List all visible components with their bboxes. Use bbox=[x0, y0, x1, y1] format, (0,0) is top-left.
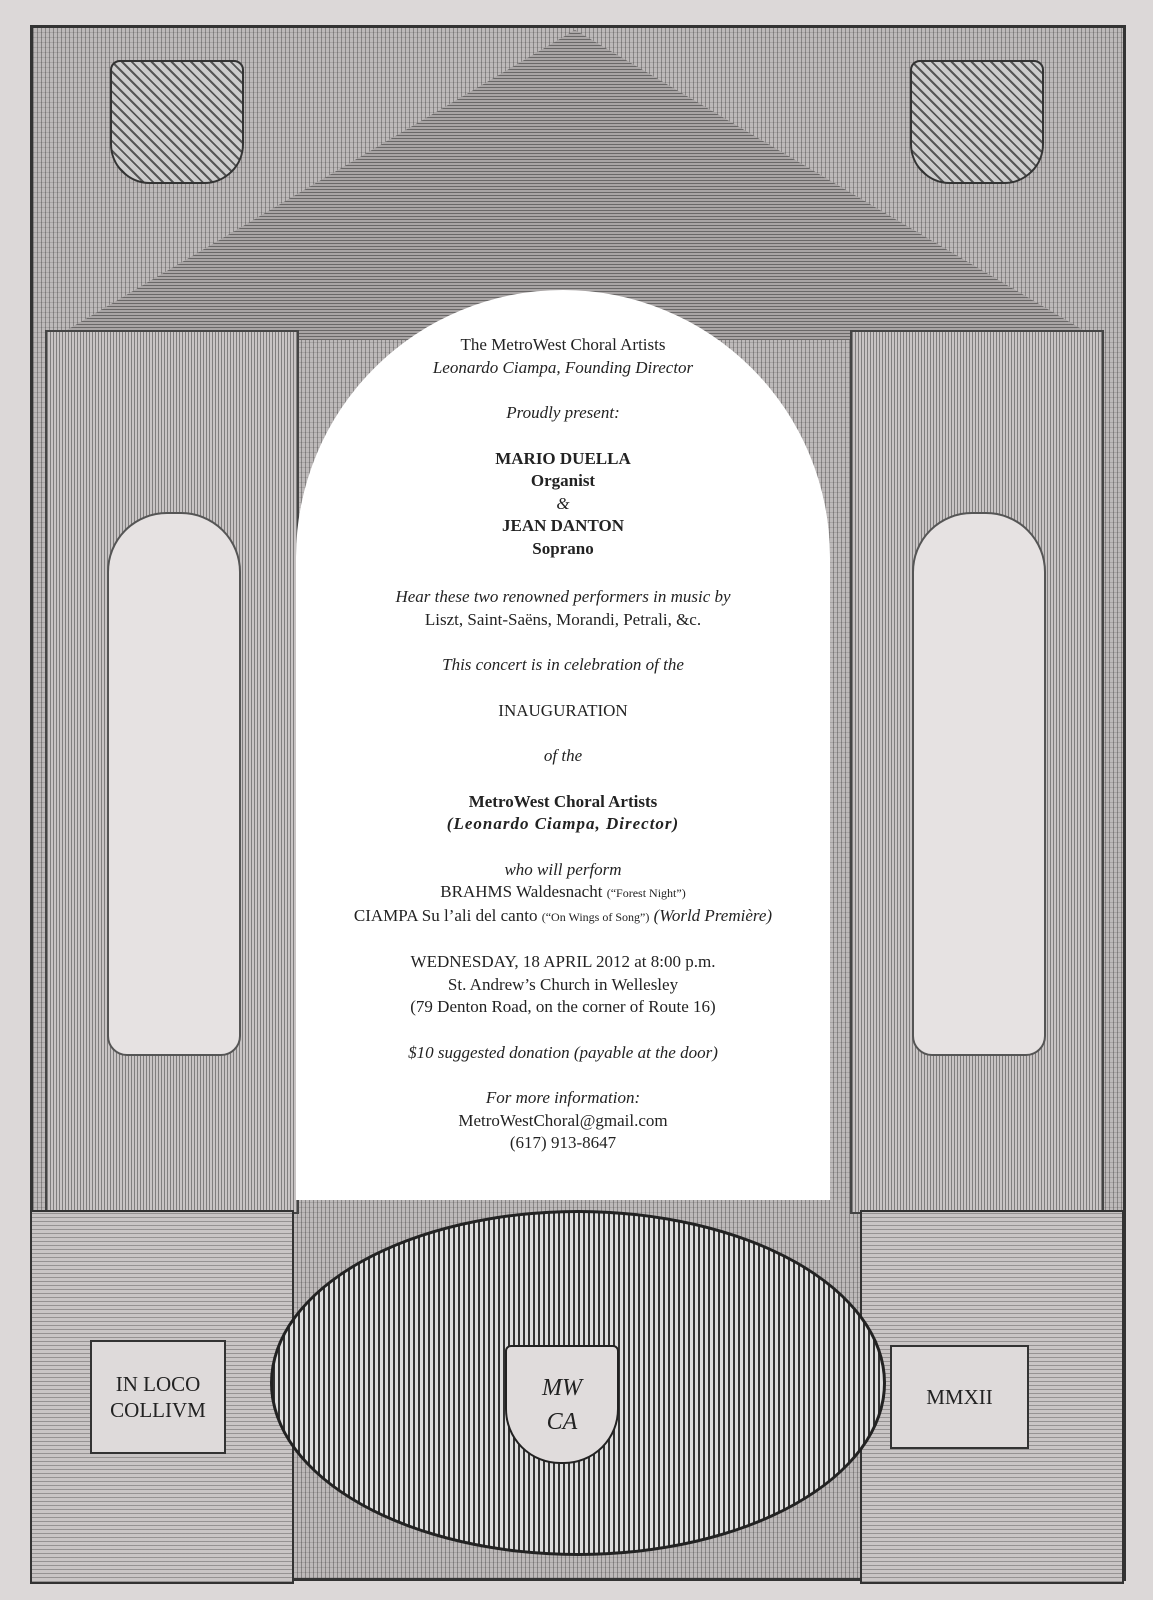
event-address: (79 Denton Road, on the corner of Route 16) bbox=[410, 997, 716, 1016]
inauguration: INAUGURATION bbox=[498, 700, 628, 720]
piece-1 bbox=[296, 881, 830, 905]
fruit-basket-right bbox=[910, 60, 1044, 184]
piece-2-note: (World Première) bbox=[653, 905, 773, 925]
plaque-left-line-1: IN LOCO bbox=[115, 1372, 201, 1396]
plaque-left bbox=[90, 1340, 226, 1454]
music-line-2: Liszt, Saint-Saëns, Morandi, Petrali, &c. bbox=[424, 609, 702, 629]
caryatid-column-left bbox=[45, 330, 299, 1214]
donation: $10 suggested donation (payable at the door) bbox=[408, 1042, 718, 1062]
piece-2-title: CIAMPA Su l’ali del canto bbox=[353, 905, 538, 925]
shield-line-2: CA bbox=[546, 1408, 578, 1435]
shield-line-1: MW bbox=[542, 1374, 582, 1401]
performer-1-name: MARIO DUELLA bbox=[495, 448, 631, 468]
contact-email[interactable]: MetroWestChoral@gmail.com bbox=[458, 1110, 668, 1130]
of-the: of the bbox=[543, 746, 583, 765]
caryatid-column-right bbox=[850, 330, 1104, 1214]
contact-phone: (617) 913-8647 bbox=[509, 1133, 617, 1152]
org-name: The MetroWest Choral Artists bbox=[460, 335, 666, 354]
piece-2-translation: (“On Wings of Song”) bbox=[541, 909, 650, 924]
performer-2-role: Soprano bbox=[532, 538, 594, 558]
choir-name: MetroWest Choral Artists bbox=[468, 791, 658, 811]
caryatid-figure-left bbox=[107, 512, 241, 1056]
performer-1-role: Organist bbox=[530, 471, 596, 490]
poster-text bbox=[296, 334, 830, 1155]
event-venue: St. Andrew’s Church in Wellesley bbox=[447, 974, 679, 994]
plaque-right bbox=[890, 1345, 1029, 1449]
founding-director: Leonardo Ciampa, Founding Director bbox=[432, 357, 694, 377]
proudly-present: Proudly present: bbox=[506, 403, 620, 422]
piece-1-title: BRAHMS Waldesnacht bbox=[440, 882, 603, 901]
monogram-shield bbox=[505, 1345, 619, 1464]
program-intro: who will perform bbox=[504, 859, 622, 879]
plaque-right-year: MMXII bbox=[926, 1385, 993, 1409]
piece-1-translation: (“Forest Night”) bbox=[606, 886, 686, 900]
celebration-line: This concert is in celebration of the bbox=[442, 655, 684, 674]
fruit-basket-left bbox=[110, 60, 244, 184]
music-line-1: Hear these two renowned performers in music by bbox=[395, 587, 731, 606]
plaque-left-line-2: COLLIVM bbox=[110, 1398, 206, 1422]
contact-label: For more information: bbox=[485, 1088, 641, 1107]
event-date: WEDNESDAY, 18 APRIL 2012 at 8:00 p.m. bbox=[410, 952, 716, 971]
choir-director: (Leonardo Ciampa, Director) bbox=[446, 814, 680, 833]
ampersand: & bbox=[556, 493, 570, 513]
performer-2-name: JEAN DANTON bbox=[501, 516, 624, 535]
caryatid-figure-right bbox=[912, 512, 1046, 1056]
piece-2 bbox=[296, 905, 830, 929]
